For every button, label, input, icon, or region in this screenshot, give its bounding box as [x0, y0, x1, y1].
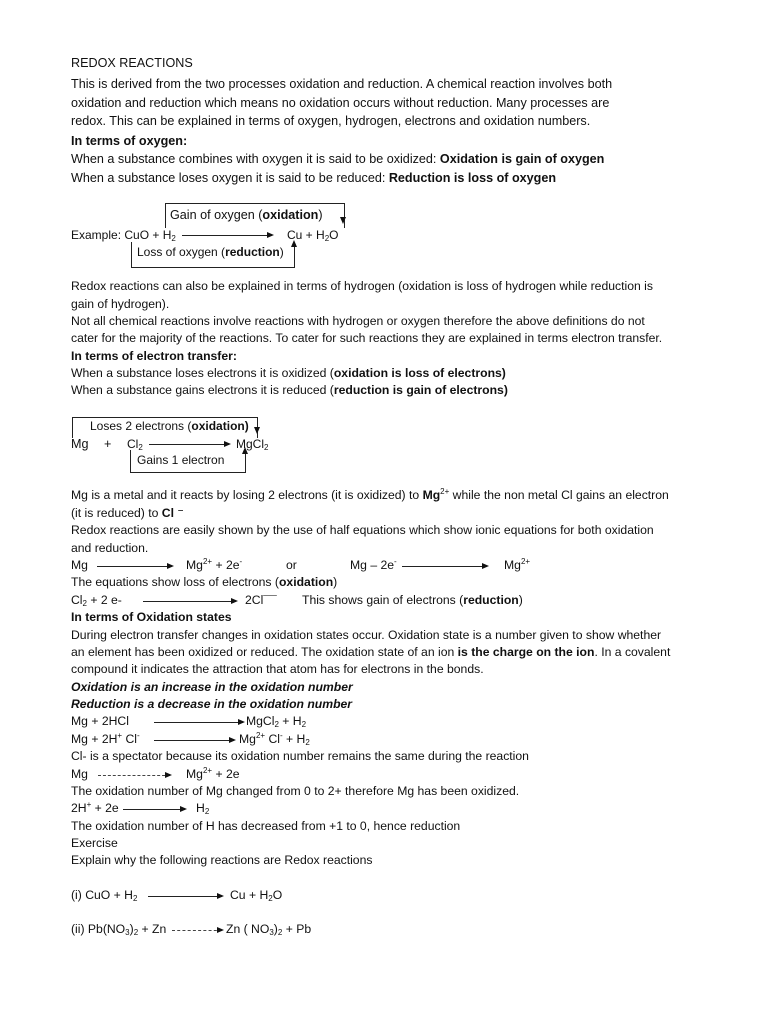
bold-text: Reduction is loss of oxygen — [388, 171, 557, 185]
reaction-arrow — [148, 896, 222, 897]
subscript: 2 — [268, 894, 273, 903]
reaction-left: Mg + 2HCl — [71, 714, 129, 728]
cl-half-left — [71, 592, 122, 609]
text: MgCl — [246, 714, 275, 728]
subscript: 2 — [204, 807, 210, 816]
loses-electrons-label — [90, 418, 249, 435]
exercise-q2-left — [71, 921, 166, 938]
reduction-number-definition: Reduction is a decrease in the oxidation number — [71, 697, 353, 711]
intro-line: This is derived from the two processes oxidation and reduction. A chemical reaction involves both — [71, 77, 613, 91]
reaction-arrow — [154, 740, 234, 741]
half-equation-text: Redox reactions are easily shown by the use of half equations which show ionic equations for both oxidation — [71, 523, 654, 537]
gain-oxygen-label — [170, 207, 323, 224]
text: Loses 2 electrons ( — [90, 419, 192, 433]
superscript: 2+ — [202, 557, 213, 566]
subscript: 3 — [125, 928, 130, 937]
superscript: - — [239, 557, 243, 566]
electron-reduction-definition — [71, 382, 508, 399]
half-eq-right — [186, 557, 242, 574]
text: Mg – 2e — [350, 558, 395, 572]
section-heading-oxidation-states: In terms of Oxidation states — [71, 610, 232, 624]
subscript: 2 — [171, 234, 176, 243]
spectator-text: Cl- is a spectator because its oxidation number remains the same during the reaction — [71, 749, 529, 763]
exercise-q1-left — [71, 887, 137, 904]
text: . In a covalent — [594, 645, 671, 659]
text: (i) CuO + H — [71, 888, 133, 902]
text: Cl — [122, 732, 137, 746]
subscript: 2 — [277, 928, 283, 937]
text: O — [272, 888, 283, 902]
eq-plus: + — [104, 437, 112, 451]
text: + Zn — [138, 922, 167, 936]
eq-mg: Mg — [71, 437, 89, 451]
text: 2Cl — [245, 593, 264, 607]
subscript: 2 — [82, 599, 87, 608]
text: ¯¯ — [263, 593, 277, 607]
text: When a substance combines with oxygen it is said to be oxidized: — [71, 152, 440, 166]
text: 2H — [71, 801, 87, 815]
superscript: + — [86, 800, 92, 809]
reaction-right — [239, 731, 310, 748]
reaction-arrow — [402, 566, 487, 567]
section-heading-electron: In terms of electron transfer: — [71, 349, 237, 363]
text: Mg — [504, 558, 521, 572]
text: ) — [318, 208, 323, 222]
text: + 2 e- — [86, 593, 122, 607]
subscript: 2 — [264, 443, 269, 452]
text: MgCl — [236, 437, 265, 451]
reaction-arrow — [182, 235, 272, 236]
text: + 2e — [212, 767, 240, 781]
bold-text: oxidation — [278, 575, 334, 589]
text: (it is reduced) to — [71, 506, 162, 520]
text: ) — [279, 245, 284, 259]
exercise-q2-right — [226, 921, 311, 938]
text: The equations show loss of electrons ( — [71, 575, 279, 589]
reaction-left: Mg — [71, 767, 88, 781]
text: Example: CuO + H — [71, 228, 172, 242]
text: Cl — [127, 437, 139, 451]
mg-explanation — [71, 505, 184, 522]
reaction-arrow — [149, 444, 229, 445]
text: When a substance gains electrons it is reduced ( — [71, 383, 334, 397]
bold-text: oxidation is loss of electrons) — [333, 366, 506, 380]
or-text: or — [286, 558, 297, 572]
hydrogen-text: Not all chemical reactions involve reactions with hydrogen or oxygen therefore the above definitions do not — [71, 314, 645, 328]
oxidation-definition — [71, 151, 604, 168]
text: ) — [273, 922, 278, 936]
mg-explanation — [71, 487, 669, 504]
bold-text: Oxidation is gain of oxygen — [439, 152, 605, 166]
reaction-left — [71, 731, 140, 748]
reaction-arrow — [143, 601, 236, 602]
intro-line: oxidation and reduction which means no oxidation occurs without reduction. Many processes are — [71, 96, 610, 110]
hydrogen-text: cater for the majority of the reactions. To cater for such reactions they are explained in terms electron transfer. — [71, 331, 663, 345]
reaction-arrow — [98, 775, 170, 776]
reaction-left — [71, 800, 119, 817]
reaction-right — [246, 713, 306, 730]
reaction-arrow — [154, 722, 243, 723]
up-arrow — [294, 246, 295, 268]
exercise-prompt: Explain why the following reactions are Redox reactions — [71, 853, 373, 867]
reduction-definition — [71, 170, 556, 187]
hydrogen-text: Redox reactions can also be explained in terms of hydrogen (oxidation is loss of hydrogen while reduction is — [71, 279, 653, 293]
cl-half-right — [245, 592, 277, 609]
up-arrow — [245, 453, 246, 472]
minus-sign: ⁻ — [173, 506, 184, 520]
subscript: 2 — [132, 894, 138, 903]
text: Loss of oxygen ( — [137, 245, 226, 259]
oxidation-number-definition: Oxidation is an increase in the oxidation number — [71, 680, 353, 694]
superscript: - — [136, 731, 140, 740]
reaction-arrow — [172, 930, 222, 931]
superscript: - — [279, 731, 283, 740]
text: Mg — [186, 558, 203, 572]
text: O — [329, 228, 339, 242]
text: Mg + 2H — [71, 732, 118, 746]
oxidation-state-text — [71, 644, 670, 661]
half-eq-left: Mg — [71, 558, 88, 572]
subscript: 2 — [305, 738, 310, 747]
superscript: 2+ — [202, 766, 213, 775]
superscript: + — [117, 731, 123, 740]
bold-text: oxidation) — [191, 419, 249, 433]
text: Zn ( NO — [226, 922, 270, 936]
oxidation-state-text: compound it indicates the attraction that atom has for electrons in the bonds. — [71, 662, 484, 676]
reaction-arrow — [123, 809, 185, 810]
bold-text: Cl — [161, 506, 174, 520]
bold-text: reduction — [225, 245, 280, 259]
exercise-label: Exercise — [71, 836, 118, 850]
subscript: 3 — [269, 928, 274, 937]
page-title: REDOX REACTIONS — [71, 56, 193, 70]
text: H — [196, 801, 205, 815]
superscript: 2+ — [520, 557, 531, 566]
section-heading-oxygen: In terms of oxygen: — [71, 134, 188, 148]
subscript: 2 — [133, 928, 139, 937]
exercise-q1-right — [230, 887, 282, 904]
subscript: 2 — [138, 443, 143, 452]
text: Mg — [239, 732, 256, 746]
gains-electron-label: Gains 1 electron — [137, 453, 225, 467]
bold-text: reduction is gain of electrons) — [333, 383, 508, 397]
text: Mg is a metal and it reacts by losing 2 electrons (it is oxidized) to — [71, 488, 423, 502]
bold-text: Mg — [422, 488, 441, 502]
text: (ii) Pb(NO — [71, 922, 126, 936]
text: while the non metal Cl gains an electron — [449, 488, 669, 502]
superscript: 2+ — [255, 731, 266, 740]
superscript: - — [394, 557, 397, 566]
bold-text: is the charge on the ion — [457, 645, 595, 659]
text: When a substance loses oxygen it is said to be reduced: — [71, 171, 389, 185]
hydrogen-text: gain of hydrogen). — [71, 297, 170, 311]
oxidation-state-text: During electron transfer changes in oxidation states occur. Oxidation state is a number given to show whether — [71, 628, 662, 642]
subscript: 2 — [324, 234, 330, 243]
text: ) — [518, 593, 523, 607]
mg-oxidation-note: The oxidation number of Mg changed from 0 to 2+ therefore Mg has been oxidized. — [71, 784, 520, 798]
text: + H — [282, 732, 306, 746]
bold-text: oxidation — [262, 208, 319, 222]
text: This shows gain of electrons ( — [302, 593, 464, 607]
text: Gain of oxygen ( — [170, 208, 263, 222]
loss-electrons-text — [71, 574, 337, 591]
subscript: 2 — [301, 720, 307, 729]
h-reduction-note: The oxidation number of H has decreased from +1 to 0, hence reduction — [71, 819, 461, 833]
half-eq-alt-left — [350, 557, 397, 574]
half-eq-alt-right — [504, 557, 530, 574]
text: + 2e — [91, 801, 119, 815]
subscript: 2 — [274, 720, 279, 729]
text: + H — [278, 714, 302, 728]
electron-oxidation-definition — [71, 365, 506, 382]
reaction-arrow — [97, 566, 172, 567]
text: ) — [333, 575, 338, 589]
reaction-right — [186, 766, 240, 783]
text: When a substance loses electrons it is oxidized ( — [71, 366, 334, 380]
text: Cu + H — [230, 888, 269, 902]
text: Cl — [71, 593, 83, 607]
text: Cu + H — [287, 228, 325, 242]
text: + Pb — [282, 922, 312, 936]
bold-text: reduction — [463, 593, 519, 607]
loss-oxygen-label — [137, 244, 284, 261]
half-equation-text: and reduction. — [71, 541, 149, 555]
superscript: 2+ — [440, 487, 450, 496]
text: ) — [129, 922, 134, 936]
text: Cl — [265, 732, 280, 746]
intro-line: redox. This can be explained in terms of oxygen, hydrogen, electrons and oxidation numbers. — [71, 114, 591, 128]
gain-electrons-text — [302, 592, 523, 609]
text: + 2e — [212, 558, 240, 572]
text: an element has been oxidized or reduced. The oxidation state of an ion — [71, 645, 458, 659]
text: Mg — [186, 767, 203, 781]
reaction-right — [196, 800, 209, 817]
